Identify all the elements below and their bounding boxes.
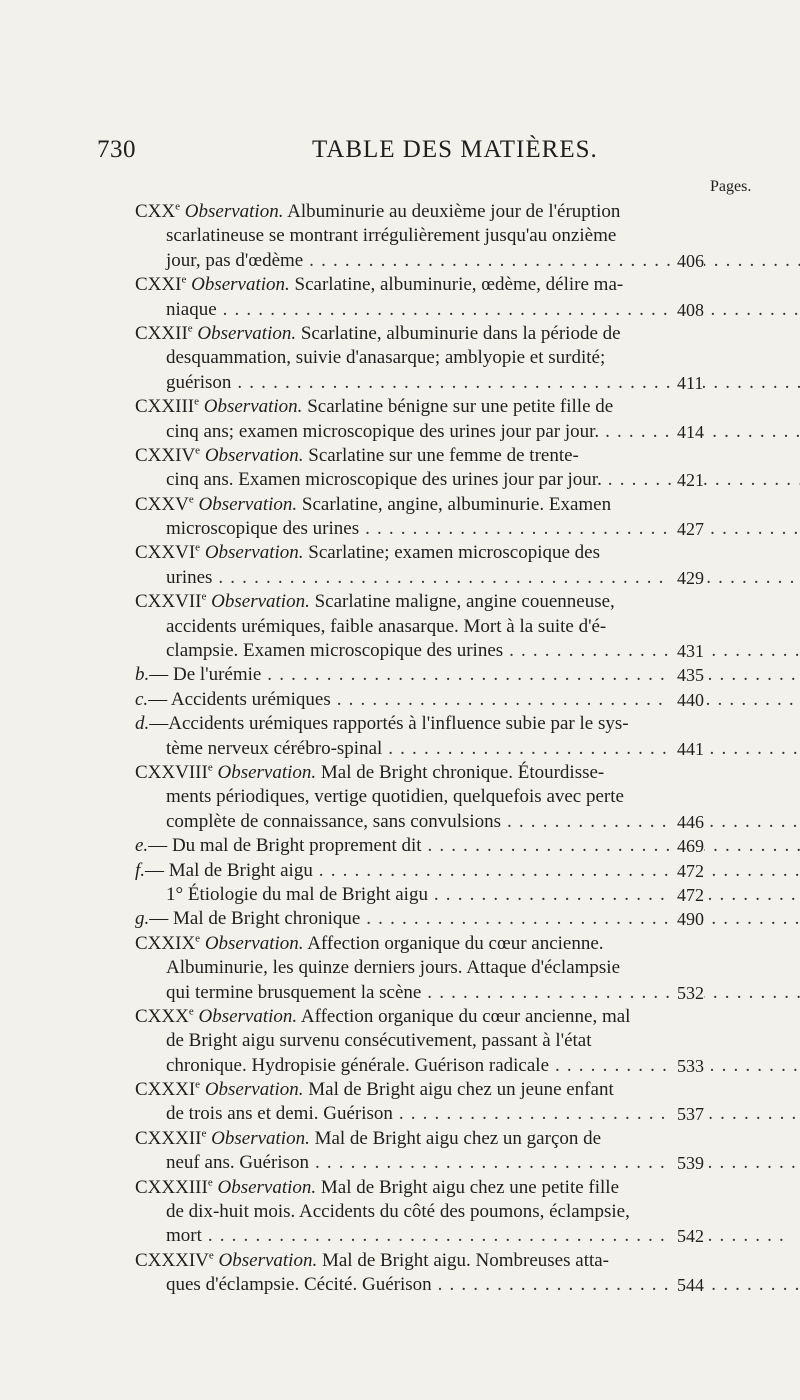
toc-entry-line	[0, 956, 800, 980]
running-title: TABLE DES MATIÈRES.	[312, 136, 598, 163]
toc-entry-line	[0, 444, 800, 468]
ordinal-suffix: e	[207, 1176, 213, 1189]
observation-number: CXXVIII	[135, 761, 208, 783]
toc-entry	[0, 761, 800, 834]
toc-entry-line	[0, 1127, 800, 1151]
entry-text: Mal de Bright aigu. Nombreuses atta-	[321, 1249, 610, 1271]
toc-entry-line	[0, 1005, 800, 1029]
page-reference: 441	[671, 737, 704, 761]
toc-entry	[0, 273, 800, 322]
entry-text: Albuminurie au deuxième jour de l'éruption	[287, 201, 621, 222]
entry-text: Albuminurie, les quinze derniers jours. Attaque d'éclampsie	[166, 957, 621, 979]
observation-label: Observation.	[198, 493, 298, 515]
ordinal-suffix: e	[187, 322, 193, 335]
entry-text: chronique. Hydropisie générale. Guérison radicale	[166, 1054, 550, 1076]
observation-number: CXXI	[135, 274, 182, 296]
entry-text: Mal de Bright chronique. Étourdisse-	[320, 761, 605, 783]
observation-number: CXXII	[135, 322, 188, 344]
entry-text: clampsie. Examen microscopique des urines	[166, 640, 504, 662]
observation-label: Observation.	[191, 274, 290, 296]
observation-label: Observation.	[217, 1176, 317, 1198]
toc-entry	[0, 1249, 800, 1298]
entry-text: Affection organique du cœur ancienne, mal	[300, 1005, 631, 1027]
section-letter: f.	[135, 859, 146, 881]
observation-number: CXX	[135, 201, 176, 222]
observation-number: CXXVII	[135, 591, 202, 613]
page-reference: 431	[671, 639, 704, 663]
toc-entry-line	[0, 1078, 800, 1102]
entry-text: Scarlatine; examen microscopique des	[308, 542, 601, 564]
page-reference: 472	[671, 859, 704, 883]
entry-text: qui termine brusquement la scène	[166, 981, 422, 1003]
entry-text: Scarlatine maligne, angine couenneuse,	[314, 591, 615, 613]
observation-label: Observation.	[204, 932, 304, 954]
ordinal-suffix: e	[195, 1078, 201, 1091]
toc-entry	[0, 590, 800, 663]
page-reference: 411	[671, 371, 703, 395]
observation-label: Observation.	[218, 1249, 318, 1271]
ordinal-suffix: e	[195, 542, 201, 555]
page-reference: 472	[671, 883, 704, 907]
observation-label: Observation.	[204, 542, 304, 564]
entry-text: mort	[166, 1225, 202, 1247]
observation-label: Observation.	[211, 591, 310, 613]
entry-text: microscopique des urines	[166, 518, 360, 540]
toc-entry	[0, 1127, 800, 1176]
entry-text: desquammation, suivie d'anasarque; amblyopie et surdité;	[166, 347, 606, 369]
entry-text: cinq ans. Examen microscopique des urines jour par jour.	[166, 469, 602, 491]
section-letter: g.	[135, 908, 150, 930]
toc-entry	[0, 663, 800, 687]
observation-number: CXXIV	[135, 444, 196, 466]
toc-entry-line	[0, 1200, 800, 1224]
entry-text: neuf ans. Guérison	[166, 1152, 309, 1174]
observation-number: CXXV	[135, 493, 189, 515]
toc-entry-line	[0, 932, 800, 956]
toc-entry-line	[0, 1029, 800, 1053]
observation-label: Observation.	[211, 1127, 310, 1149]
page-reference: 427	[671, 517, 704, 541]
toc-entry-line	[0, 615, 800, 639]
page-reference: 435	[671, 663, 704, 687]
section-letter: 1° Étiologie du mal de Bright aigu	[166, 883, 428, 905]
toc-entry	[0, 1078, 800, 1127]
entry-text: niaque	[166, 298, 217, 320]
page-reference: 414	[671, 420, 704, 444]
page-reference: 406	[671, 249, 704, 273]
observation-number: CXXX	[135, 1005, 189, 1027]
toc-entry	[0, 883, 800, 907]
entry-text: complète de connaissance, sans convulsions	[166, 810, 502, 832]
ordinal-suffix: e	[201, 590, 207, 603]
toc-entry-line	[0, 1176, 800, 1200]
page-reference: 533	[671, 1054, 704, 1078]
entry-text: de Bright aigu survenu consécutivement, passant à l'état	[166, 1030, 592, 1052]
entry-text: Scarlatine bénigne sur une petite fille de	[307, 396, 614, 418]
observation-number: CXXXII	[135, 1127, 202, 1149]
toc-entry-line	[0, 541, 800, 565]
toc-entry	[0, 834, 800, 858]
entry-text: — Mal de Bright chronique	[149, 908, 361, 930]
ordinal-suffix: e	[194, 395, 199, 408]
entry-text: cinq ans; examen microscopique des urines jour par jour.	[166, 420, 600, 442]
page-reference: 542	[671, 1224, 704, 1248]
toc-entry	[0, 688, 800, 712]
observation-label: Observation.	[198, 1005, 298, 1027]
entry-text: —Accidents urémiques rapportés à l'influence subie par le sys-	[149, 713, 629, 735]
observation-number: CXXIII	[135, 396, 195, 418]
page-reference: 537	[671, 1102, 704, 1126]
observation-number: CXXVI	[135, 542, 196, 564]
observation-label: Observation.	[197, 322, 297, 344]
ordinal-suffix: e	[201, 1127, 207, 1140]
toc-entry	[0, 712, 800, 761]
entry-text: de dix-huit mois. Accidents du côté des poumons, éclampsie,	[166, 1201, 630, 1223]
entry-text: ques d'éclampsie. Cécité. Guérison	[166, 1274, 432, 1296]
observation-number: CXXIX	[135, 932, 196, 954]
entry-text: ments périodiques, vertige quotidien, quelquefois avec perte	[166, 786, 624, 808]
observation-label: Observation.	[204, 1079, 304, 1101]
observation-label: Observation.	[204, 444, 304, 466]
observation-label: Observation.	[217, 761, 317, 783]
entry-text: — De l'urémie	[149, 664, 262, 686]
toc-entry-line	[0, 346, 800, 370]
toc-entry	[0, 859, 800, 883]
entry-text: Mal de Bright aigu chez un garçon de	[314, 1127, 602, 1149]
toc-entry	[0, 322, 800, 395]
toc-entry	[0, 1176, 800, 1249]
section-letter: b.	[135, 664, 150, 686]
page-reference: 408	[671, 298, 704, 322]
section-letter: e.	[135, 835, 149, 857]
ordinal-suffix: e	[188, 1005, 194, 1018]
entry-text: Affection organique du cœur ancienne.	[307, 932, 604, 954]
entry-text: — Accidents urémiques	[148, 688, 331, 710]
entry-text: Scarlatine sur une femme de trente-	[308, 444, 579, 466]
page-reference: 446	[671, 810, 704, 834]
toc-entry	[0, 541, 800, 590]
observation-number: CXXXIII	[135, 1176, 208, 1198]
entry-text: Scarlatine, angine, albuminurie. Examen	[301, 493, 612, 515]
page-reference: 440	[671, 688, 704, 712]
entry-text: — Mal de Bright aigu	[145, 859, 313, 881]
page-header	[0, 136, 800, 172]
toc-entry-line	[0, 1249, 800, 1273]
entry-text: Scarlatine, albuminurie, œdème, délire ma-	[294, 274, 624, 296]
observation-number: CXXXIV	[135, 1249, 209, 1271]
toc-entry	[0, 444, 800, 493]
toc-entry-line	[0, 322, 800, 346]
entry-text: scarlatineuse se montrant irrégulièrement jusqu'au onzième	[166, 225, 617, 247]
toc-entry	[0, 1005, 800, 1078]
ordinal-suffix: e	[195, 932, 201, 945]
toc-entry	[0, 395, 800, 444]
toc-entry-line	[0, 761, 800, 785]
page-reference: 421	[671, 468, 704, 492]
entry-text: guérison	[166, 371, 232, 393]
entry-text: urines	[166, 566, 213, 588]
section-letter: c.	[135, 688, 149, 710]
toc-entry-line	[0, 785, 800, 809]
section-letter: d.	[135, 713, 150, 735]
page-reference: 469	[671, 834, 704, 858]
page-reference: 429	[671, 566, 704, 590]
entry-text: jour, pas d'œdème	[166, 249, 304, 271]
toc-entry-line	[0, 395, 800, 419]
toc-entry	[0, 200, 800, 273]
entry-text: — Du mal de Bright proprement dit	[148, 835, 422, 857]
pages-column-label: Pages.	[710, 178, 752, 195]
toc-entry	[0, 493, 800, 542]
observation-label: Observation.	[203, 396, 303, 418]
entry-text: Mal de Bright aigu chez une petite fille	[320, 1176, 619, 1198]
entry-text: tème nerveux cérébro-spinal	[166, 737, 383, 759]
page-reference: 544	[671, 1273, 704, 1297]
table-of-contents	[0, 200, 800, 1298]
page-reference: 539	[671, 1151, 704, 1175]
ordinal-suffix: e	[208, 1249, 214, 1262]
entry-text: accidents urémiques, faible anasarque. Mort à la suite d'é-	[166, 615, 607, 637]
page-reference: 532	[671, 981, 704, 1005]
toc-entry	[0, 907, 800, 931]
ordinal-suffix: e	[195, 444, 201, 457]
entry-text: de trois ans et demi. Guérison	[166, 1103, 393, 1125]
toc-entry-line	[0, 590, 800, 614]
entry-text: Scarlatine, albuminurie dans la période de	[300, 322, 621, 344]
observation-number: CXXXI	[135, 1079, 196, 1101]
ordinal-suffix: e	[207, 761, 213, 774]
toc-entry-line	[0, 200, 800, 224]
ordinal-suffix: e	[188, 493, 194, 506]
entry-text: Mal de Bright aigu chez un jeune enfant	[308, 1079, 614, 1101]
toc-entry	[0, 932, 800, 1005]
toc-entry-line	[0, 273, 800, 297]
toc-entry-line	[0, 493, 800, 517]
observation-label: Observation.	[184, 201, 284, 222]
ordinal-suffix: e	[175, 200, 181, 213]
ordinal-suffix: e	[181, 273, 187, 286]
page-reference: 490	[671, 907, 704, 931]
toc-entry-line	[0, 224, 800, 248]
toc-entry-line	[0, 712, 800, 736]
page-number: 730	[97, 136, 136, 163]
